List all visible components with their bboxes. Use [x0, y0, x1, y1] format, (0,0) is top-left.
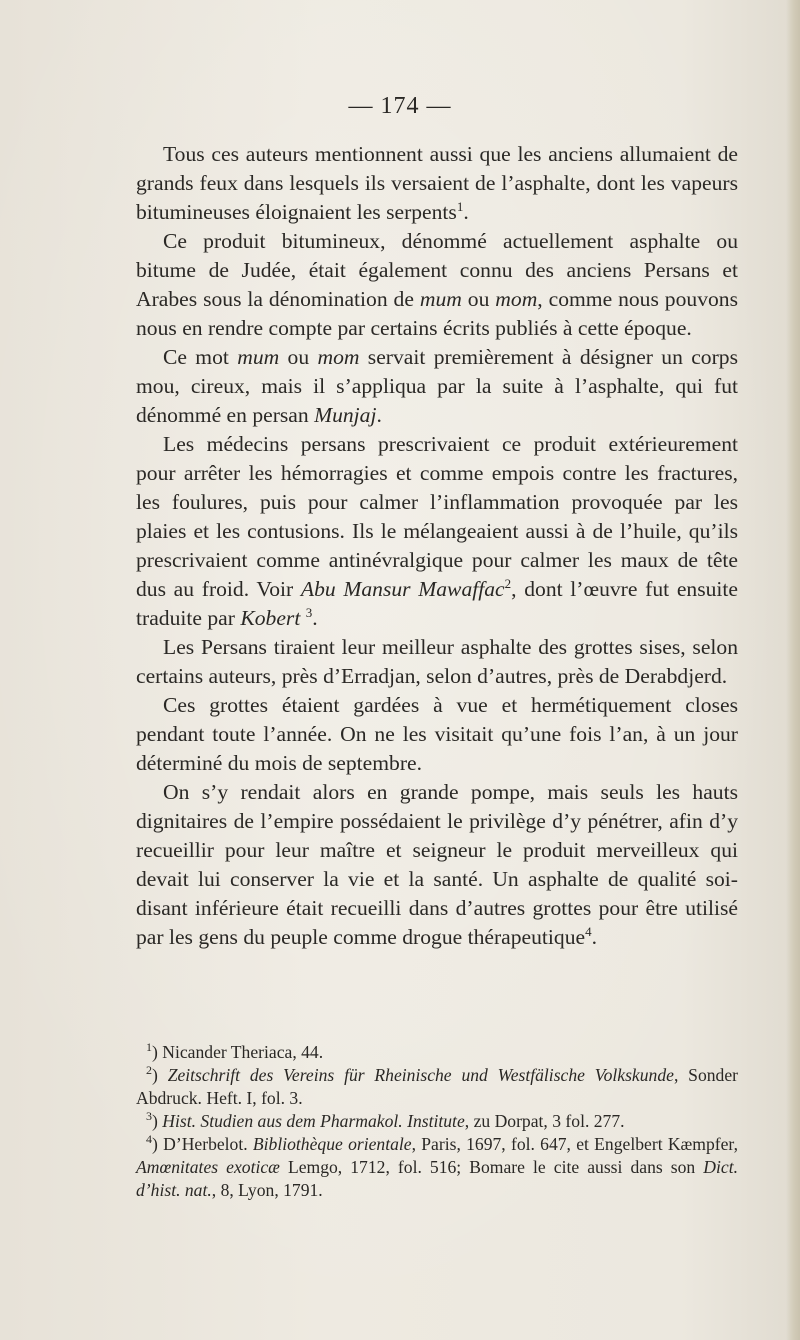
footnote-reference: 3 [305, 604, 313, 620]
text-run: Nicander Theriaca, 44. [157, 1042, 324, 1062]
footnote-number: 3 [146, 1109, 152, 1124]
text-run: , zu Dorpat, 3 fol. 277. [464, 1111, 625, 1131]
footnote-number: 2 [146, 1063, 152, 1078]
footnote-paren: ) [152, 1134, 158, 1154]
text-run: Tous ces auteurs mentionnent aussi que les anciens allumaient de grands feux dans lesquels ils versaient de l’asphalte, dont les vapeurs bitumineuses éloignaient les serpents [136, 142, 738, 224]
text-run: D’Herbelot. [157, 1134, 253, 1154]
body-paragraph [136, 140, 738, 227]
text-run: . [463, 200, 469, 224]
footnote-number: 1 [146, 1040, 152, 1055]
text-run: Ces grottes étaient gardées à vue et hermétiquement closes pendant toute l’année. On ne les visitait qu’une fois l’an, à un jour déterminé du mois de septembre. [136, 693, 738, 775]
text-run: , dont l’œuvre fut ensuite traduite par [136, 577, 738, 630]
footnote-reference: 1 [456, 198, 464, 214]
text-run: servait premièrement à désigner un corps mou, cireux, mais il s’appliqua par la suite à l’asphalte, qui fut dénommé en persan [136, 345, 738, 427]
footnote-paren: ) [152, 1042, 158, 1062]
italic-text: Zeitschrift des Vereins für Rheinische und Westfälische Volkskunde [167, 1065, 674, 1085]
italic-text: Dict. d’hist. nat. [136, 1157, 738, 1200]
body-paragraph [136, 691, 738, 778]
footnote [136, 1064, 738, 1110]
page-edge [786, 0, 800, 1340]
text-run: Lemgo, 1712, fol. 516; Bomare le cite aussi dans son [279, 1157, 704, 1177]
text-run: Ce produit bitumineux, dénommé actuellement asphalte ou bitume de Judée, était également connu des anciens Persans et Arabes sous la dénomination de [136, 229, 738, 311]
footnote [136, 1133, 738, 1202]
body-text [136, 140, 738, 952]
footnote [136, 1041, 738, 1064]
text-run: Les médecins persans prescrivaient ce produit extérieurement pour arrêter les hémorragies et comme empois contre les fractures, les foulures, puis pour calmer l’inflammation provoquée par les plaies et les contusions. Ils le mélangeaient aussi à de l’huile, qu’ils prescrivaient comme antinévralgique pour calmer les maux de tête dus au froid. Voir [136, 432, 738, 601]
text-run: On s’y rendait alors en grande pompe, mais seuls les hauts dignitaires de l’empire possédaient le privilège d’y pénétrer, afin d’y recueillir pour leur maître et seigneur le produit merveilleux qui devait lui conserver la vie et la santé. Un asphalte de qualité soi-disant inférieure était recueilli dans d’autres grottes pour être utilisé par les gens du peuple comme drogue thérapeutique [136, 780, 738, 949]
italic-text: Munjaj [314, 403, 377, 427]
text-run: , 8, Lyon, 1791. [211, 1180, 323, 1200]
text-run [158, 1065, 168, 1085]
text-run: . [591, 925, 598, 949]
italic-text: Bibliothèque orientale [252, 1134, 412, 1154]
body-paragraph [136, 343, 738, 430]
footnote [136, 1110, 738, 1133]
page-number: — 174 — [348, 93, 452, 119]
text-run: Ce mot [163, 345, 238, 369]
italic-text: Kobert [240, 606, 301, 630]
text-run: ou [279, 345, 318, 369]
body-paragraph [136, 227, 738, 343]
footnote-reference: 4 [585, 923, 592, 939]
italic-text: Abu Mansur Mawaffac [300, 577, 505, 601]
italic-text: mom [495, 287, 538, 311]
text-run: , Paris, 1697, fol. 647, et Engelbert Kæmpfer, [411, 1134, 738, 1154]
italic-text: mum [237, 345, 280, 369]
italic-text: Amœnitates exoticæ [136, 1157, 280, 1177]
italic-text: mum [419, 287, 462, 311]
body-paragraph [136, 778, 738, 952]
text-run: . [312, 606, 318, 630]
text-run: , Sonder Abdruck. Heft. I, fol. 3. [136, 1065, 739, 1108]
text-run: , comme nous pouvons nous en rendre compte par certains écrits publiés à cette époque. [136, 287, 738, 340]
footnote-reference: 2 [504, 575, 512, 591]
text-run: . [376, 403, 382, 427]
footnotes [136, 1041, 738, 1202]
footnote-paren: ) [152, 1065, 158, 1085]
text-run: Les Persans tiraient leur meilleur asphalte des grottes sises, selon certains auteurs, près d’Erradjan, selon d’autres, près de Derabdjerd. [136, 635, 738, 688]
footnote-paren: ) [152, 1111, 158, 1131]
text-run: ou [461, 287, 496, 311]
body-paragraph [136, 430, 738, 633]
italic-text: mom [317, 345, 360, 369]
italic-text: Hist. Studien aus dem Pharmakol. Institute [162, 1111, 465, 1131]
body-paragraph [136, 633, 738, 691]
footnote-number: 4 [146, 1132, 152, 1147]
